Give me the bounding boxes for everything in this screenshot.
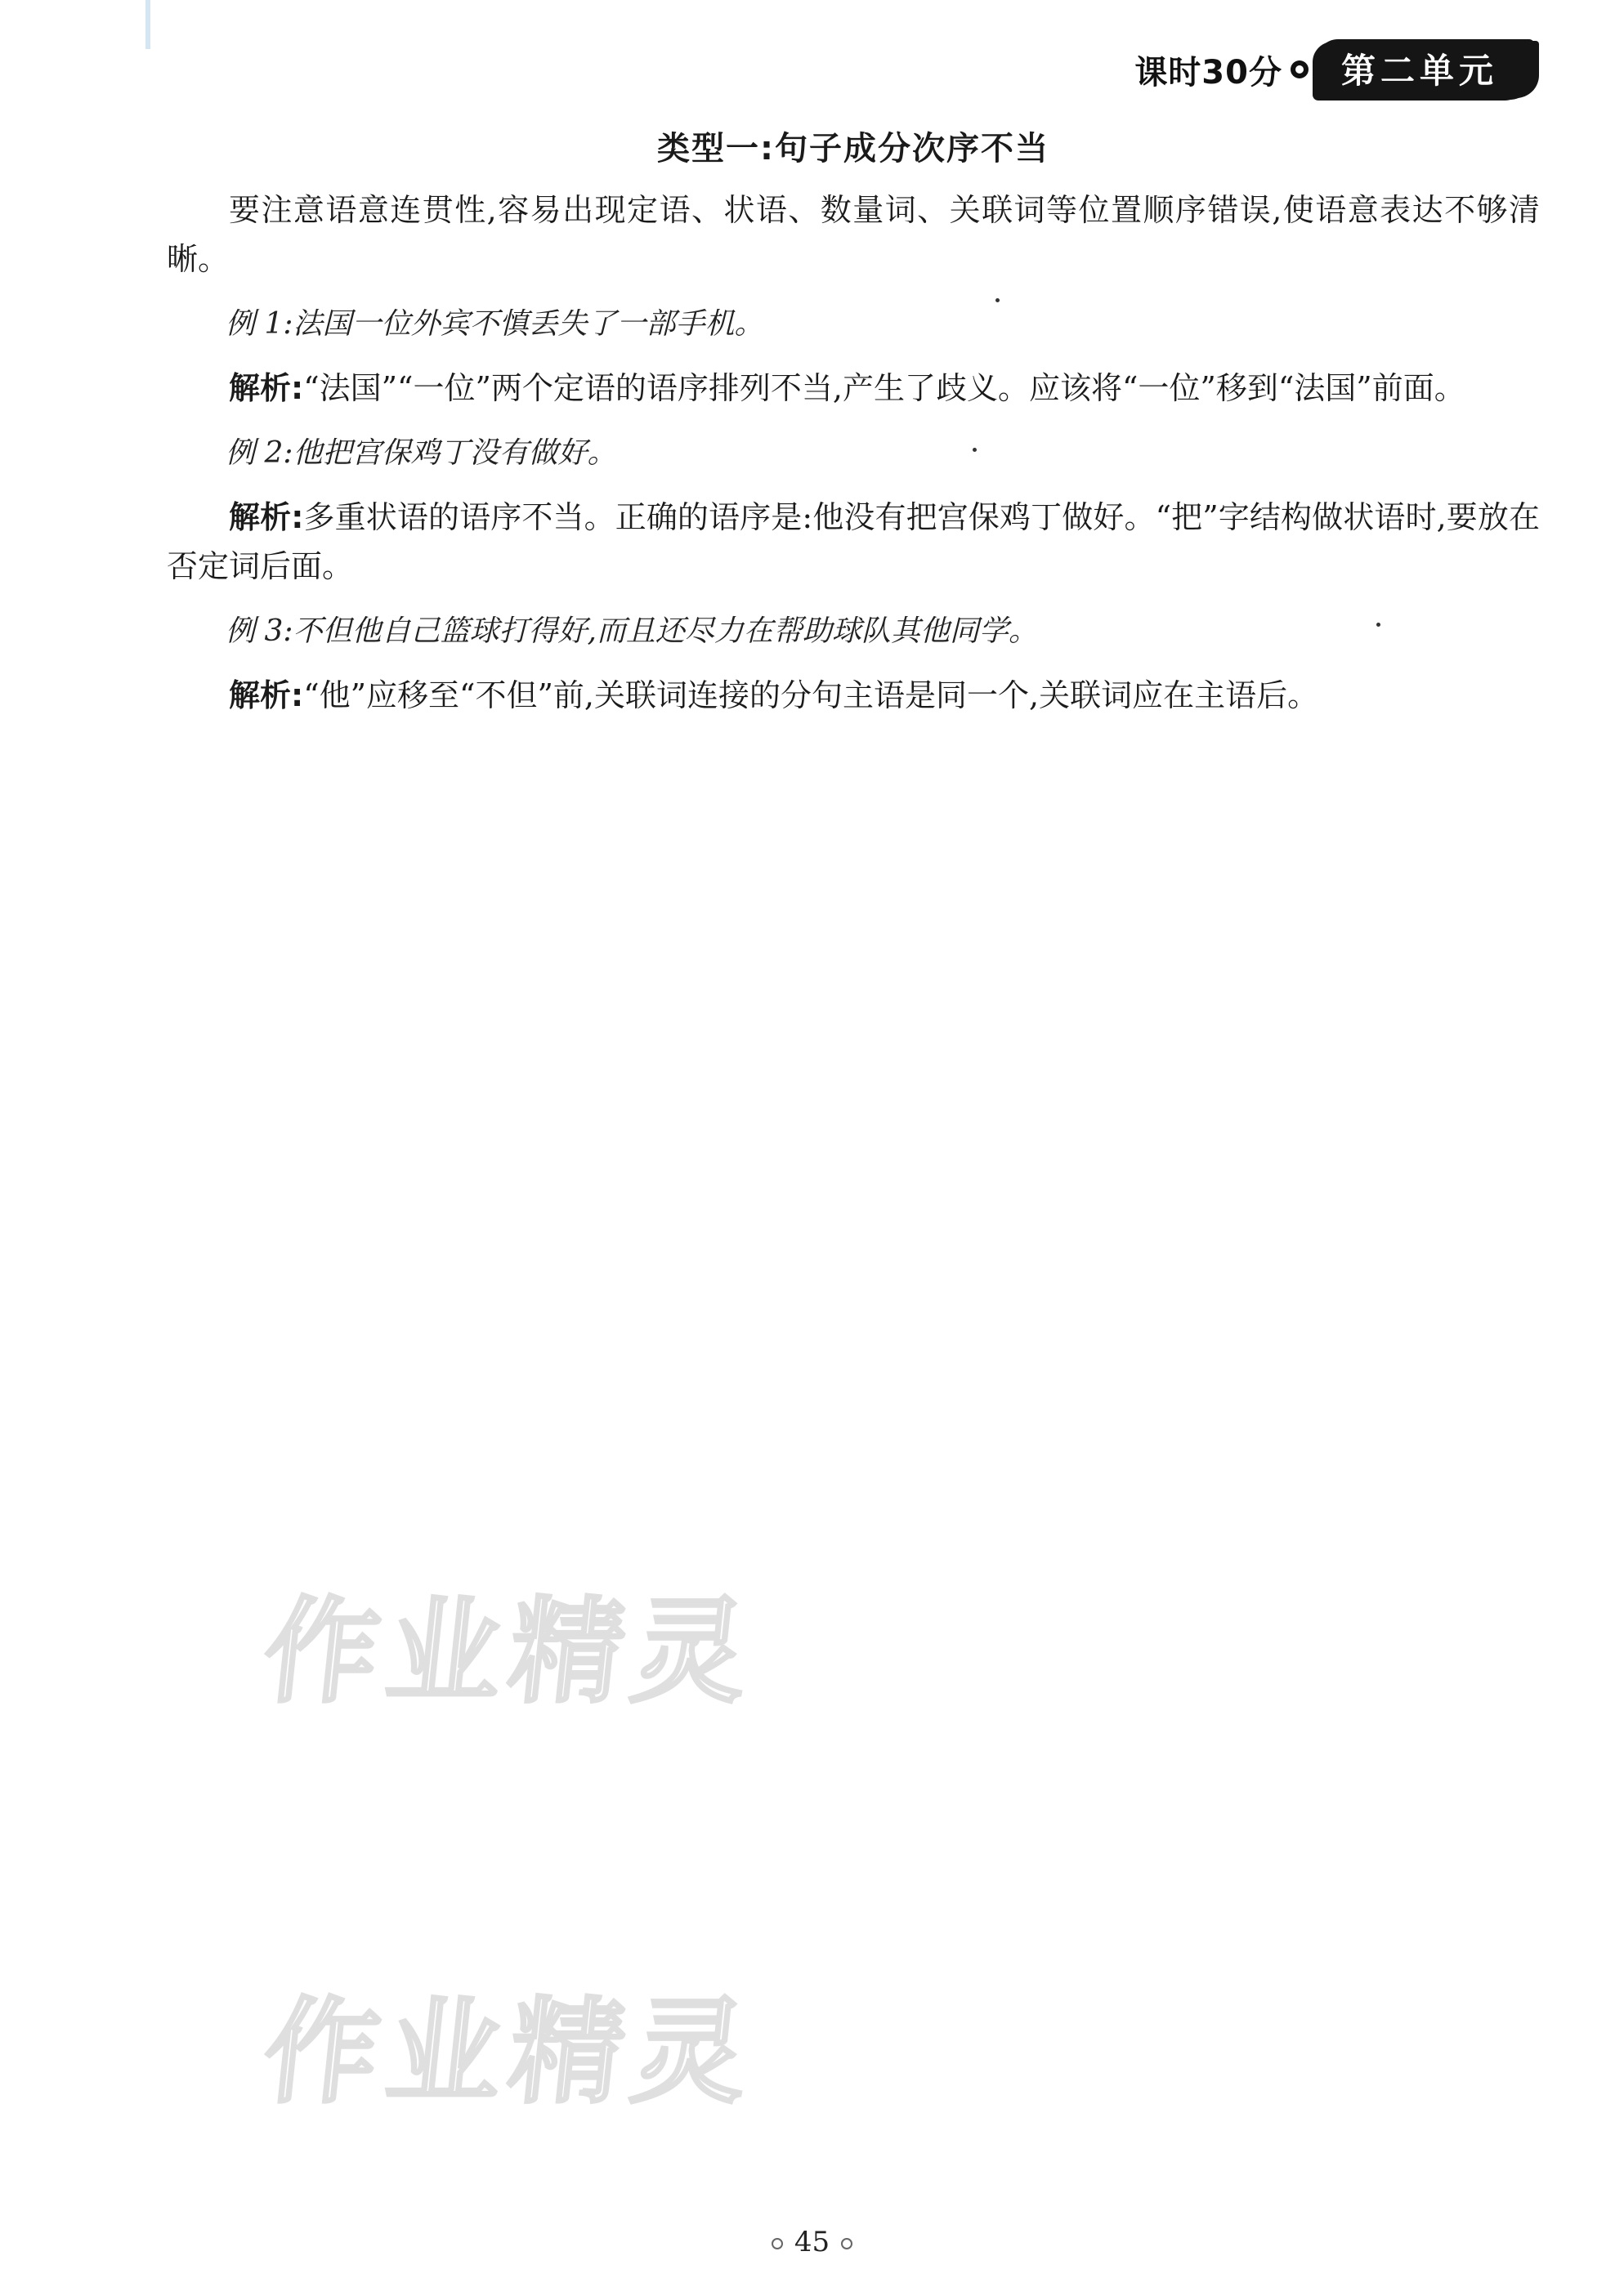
analysis-label: 解析: — [229, 677, 304, 713]
analysis-1 — [167, 364, 1540, 413]
example-3: 例 3:不但他自己篮球打得好,而且还尽力在帮助球队其他同学。 — [226, 614, 1038, 648]
scan-speck — [995, 298, 1000, 302]
page-header — [1134, 39, 1534, 100]
left-margin-rule — [145, 0, 150, 49]
watermark: 作业精灵 — [257, 1986, 763, 2120]
example-1: 例 1:法国一位外宾不慎丢失了一部手机。 — [226, 307, 764, 341]
analysis-label: 解析: — [229, 499, 304, 535]
section-intro: 要注意语意连贯性,容易出现定语、状语、数量词、关联词等位置顺序错误,使语意表达不够清晰。 — [167, 192, 1540, 277]
analysis-label: 解析: — [229, 370, 304, 406]
analysis-3 — [167, 671, 1540, 720]
dot-icon — [841, 2238, 852, 2249]
unit-banner: 第二单元 — [1317, 39, 1534, 100]
section-title: 类型一:句子成分次序不当 — [657, 130, 1049, 168]
example-2: 例 2:他把宫保鸡丁没有做好。 — [226, 436, 617, 470]
page-number — [0, 2226, 1624, 2258]
scan-speck — [1376, 623, 1380, 627]
scan-speck — [973, 448, 977, 452]
analysis-text: “法国”“一位”两个定语的语序排列不当,产生了歧义。应该将“一位”移到“法国”前面。 — [303, 370, 1465, 406]
analysis-text: 多重状语的语序不当。正确的语序是:他没有把宫保鸡丁做好。“把”字结构做状语时,要放在否定词后面。 — [167, 499, 1540, 584]
circle-mark-icon — [1291, 60, 1309, 78]
main-content — [167, 123, 1540, 736]
analysis-2 — [167, 493, 1540, 591]
lesson-label: 课时30分 — [1134, 53, 1282, 92]
page-number-text: 45 — [794, 2226, 830, 2258]
watermark: 作业精灵 — [257, 1586, 763, 1719]
dot-icon — [772, 2238, 783, 2249]
analysis-text: “他”应移至“不但”前,关联词连接的分句主语是同一个,关联词应在主语后。 — [303, 677, 1319, 713]
